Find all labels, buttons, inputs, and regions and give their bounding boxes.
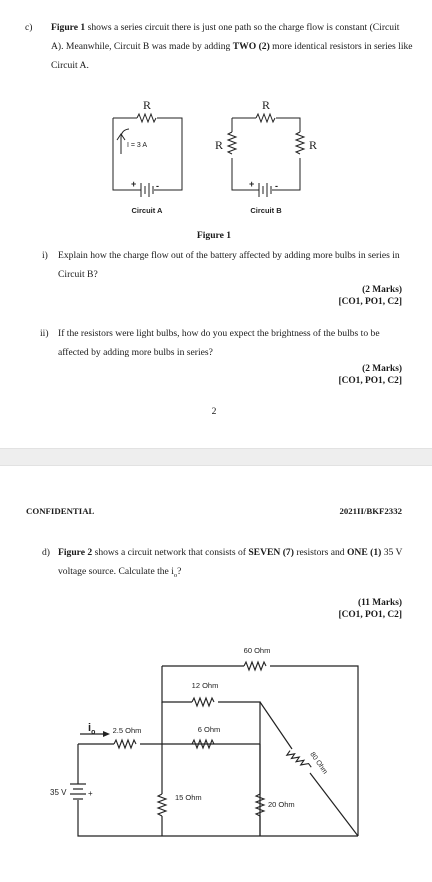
- part-d-marks: [338, 597, 402, 621]
- figure1-diagram: [0, 90, 432, 230]
- circuit-a-resistor-label: R: [142, 98, 152, 112]
- part-c-text: [51, 18, 413, 75]
- q1-co-label: [CO1, PO1, C2]: [338, 297, 402, 307]
- q1-marks: [338, 284, 402, 308]
- part-d-text-c: 35 V voltage source. Calculate the i: [58, 547, 403, 577]
- circuit-b-resistor-top: [256, 114, 275, 122]
- circuit-b-resistor-right: [296, 132, 304, 154]
- circuit-a: [113, 114, 182, 197]
- label-80-ohm: 80 Ohm: [308, 751, 329, 776]
- part-d-count-res: SEVEN (7): [248, 547, 294, 558]
- part-d-marks-label: (11 Marks): [357, 598, 402, 608]
- resistor-2-5-ohm: [114, 740, 136, 748]
- circuit-b-right-label: R: [308, 138, 318, 152]
- part-d-text-d: ?: [177, 566, 182, 577]
- figure2-diagram: [0, 636, 432, 856]
- part-d-text-a: shows a circuit network that consists of: [92, 547, 249, 558]
- figure2-arrowheads: [103, 731, 110, 737]
- q2-text: If the resistors were light bulbs, how do you expect the brightness of the bulbs to be affected by adding more bulbs in series?: [58, 328, 380, 358]
- q2-co-label: [CO1, PO1, C2]: [338, 376, 402, 386]
- circuit-a-plus: +: [131, 179, 137, 189]
- resistor-60-ohm: [244, 662, 266, 670]
- resistor-15-ohm: [158, 794, 166, 816]
- circuit-b: [228, 114, 304, 197]
- figure1-ref: Figure 1: [51, 22, 86, 33]
- figure2-ref: Figure 2: [58, 547, 93, 558]
- q1-marks-label: (2 Marks): [362, 285, 402, 295]
- figure1-caption: Figure 1: [196, 230, 232, 241]
- circuit-b-battery: [259, 183, 271, 197]
- header-right: 2021II/BKF2332: [339, 506, 402, 516]
- part-d-text: [58, 543, 408, 585]
- circuit-a-name: Circuit A: [131, 206, 163, 215]
- q2-marks: [338, 363, 402, 387]
- resistor-12-ohm: [192, 698, 214, 706]
- label-15-ohm: 15 Ohm: [175, 793, 202, 802]
- page-number: 2: [211, 406, 217, 417]
- circuit-a-resistor: [137, 114, 156, 122]
- header-left: CONFIDENTIAL: [26, 506, 95, 516]
- label-source-plus: +: [88, 789, 93, 798]
- part-d-label: d): [42, 547, 50, 558]
- label-6-ohm: 6 Ohm: [197, 725, 221, 734]
- resistor-80-ohm: [286, 747, 311, 771]
- circuit-b-minus: -: [275, 181, 278, 191]
- circuit-b-left-label: R: [214, 138, 224, 152]
- part-d-co-label: [CO1, PO1, C2]: [338, 610, 402, 620]
- label-2-5-ohm: 2.5 Ohm: [112, 726, 142, 735]
- q1-text: Explain how the charge flow out of the battery affected by adding more bulbs in series in Circuit B?: [58, 250, 400, 280]
- circuit-a-minus: -: [156, 181, 159, 191]
- circuit-a-current-label: I = 3 A: [127, 142, 148, 149]
- label-20-ohm: 20 Ohm: [268, 800, 295, 809]
- part-c-count: TWO (2): [232, 41, 270, 52]
- figure2-wires: [78, 666, 358, 836]
- page-separator: [0, 448, 432, 466]
- q2-number: ii): [40, 328, 49, 339]
- circuit-b-name: Circuit B: [250, 206, 282, 215]
- voltage-source: [70, 784, 86, 799]
- circuit-a-battery: [141, 183, 153, 197]
- circuit-b-top-label: R: [261, 98, 271, 112]
- label-current-io: $i_o$: [88, 722, 96, 736]
- circuit-b-plus: +: [249, 179, 255, 189]
- part-d-text-b: resistors and: [293, 547, 347, 558]
- part-c-text-b: more identical resistors in series like Circuit A.: [51, 41, 413, 71]
- part-d-subscript: o: [173, 571, 178, 579]
- part-d-count-src: ONE (1): [346, 547, 382, 558]
- label-60-ohm: 60 Ohm: [243, 646, 271, 655]
- label-12-ohm: 12 Ohm: [191, 681, 219, 690]
- label-35v: 35 V: [50, 788, 67, 797]
- part-c-label: c): [25, 22, 33, 33]
- q2-marks-label: (2 Marks): [362, 364, 402, 374]
- part-c-text-a: shows a series circuit there is just one path so the charge flow is constant (Circuit A). Meanwhile, Circuit B was made by adding: [51, 22, 400, 52]
- circuit-b-resistor-left: [228, 132, 236, 154]
- q1-number: i): [42, 250, 48, 261]
